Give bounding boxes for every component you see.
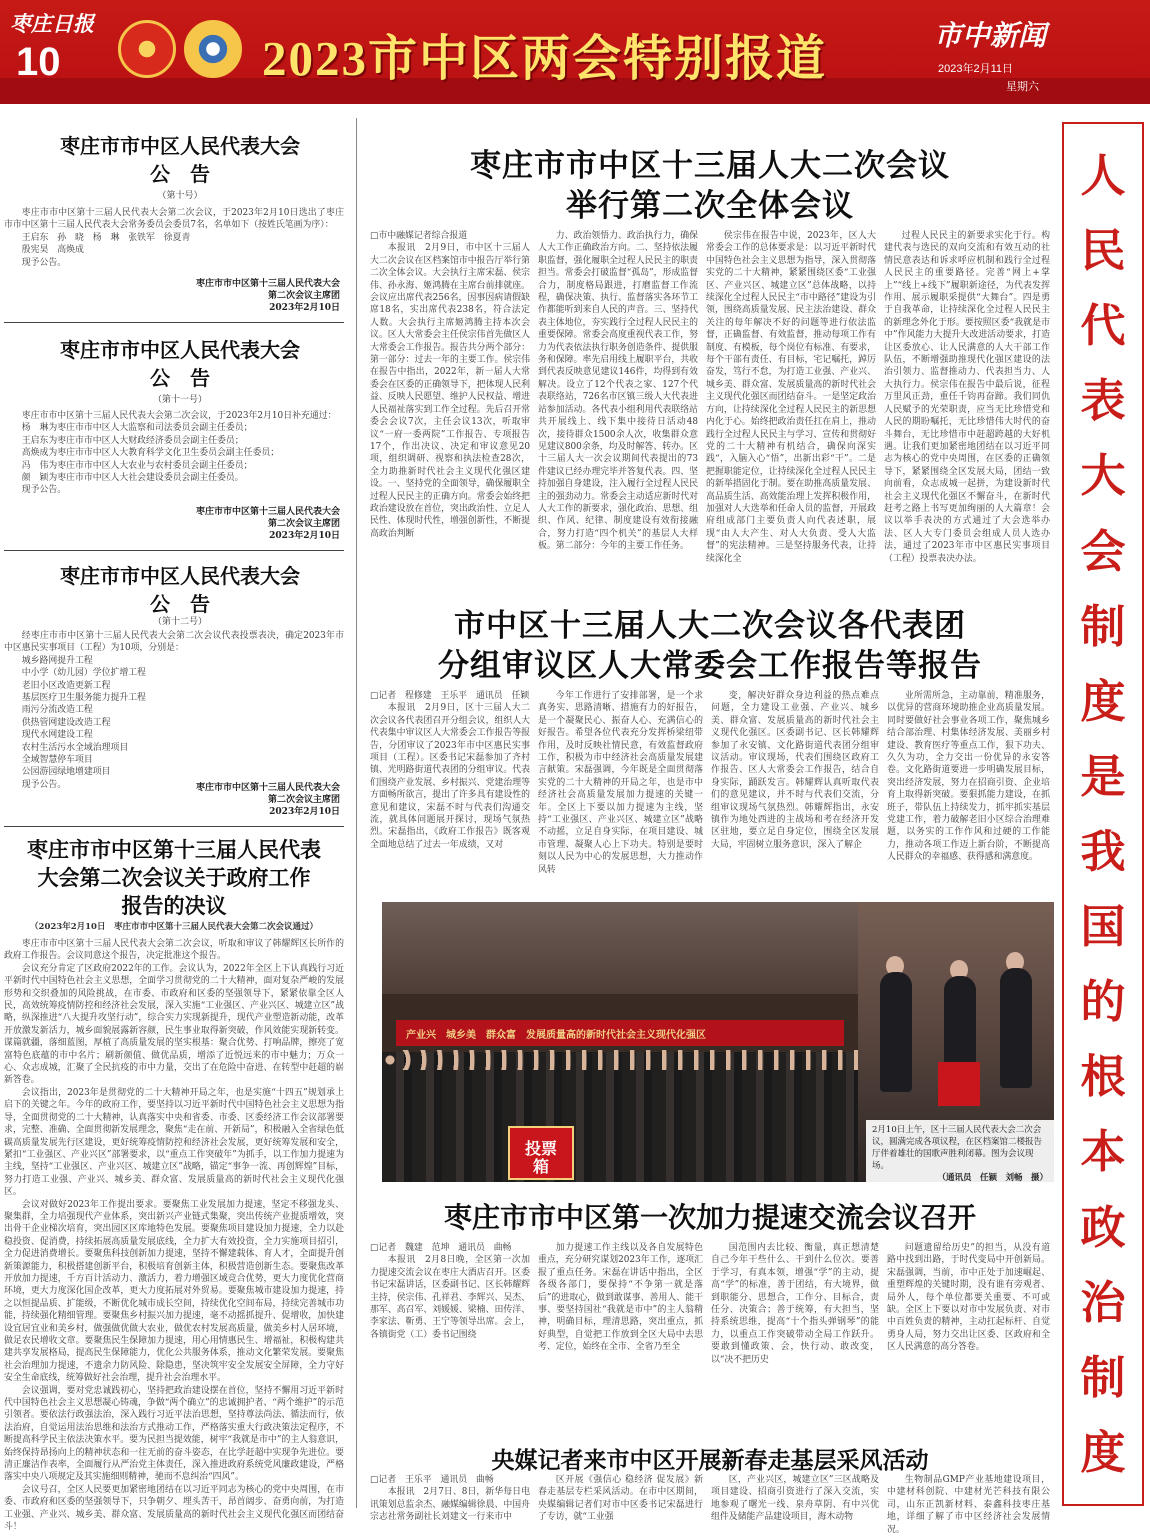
- article3-text-4: 问题遗留给历史”的担当，从没有道路中找到出路，于时代变局中开创新局。宋磊强调，当前，市中正处于加速崛起、重塑辉煌的关键时期，没有谁有旁观者、局外人，每个单位都要关重要、不可或缺。全区上下要以对市中发展负责、对市中百姓负责的精神，主动扛起标杆、自觉勇身人局，努力交出让区委、区政府和全区人民满意的高分答卷。: [887, 1243, 1050, 1353]
- notice12-item: 基层医疗卫生服务能力提升工程: [21, 693, 147, 704]
- column-divider: [356, 118, 357, 1508]
- article1-text-3: 侯宗伟在报告中说，2023年，区人大常委会工作的总体要求是：以习近平新时代中国特色社会主义思想为指导，深入贯彻落实党的二十大精神，紧紧围绕区委“工业强区、产业兴区、城建立区”总体战略，以持续深化全过程人民民主“市中路径”建设为引领，围绕高质量发展、民主法治建设、群众关注的每年解决不好的问题等进行依法监督，正确监督、有效监督，推动每项工作有制度、有模板，每个岗位有标准、有要求，每个干部有责任、有目标，宅记嘱托，踔厉奋发，笃行不怠，为打造工业强、产业兴、城乡美、群众富、发展质量高的新时代社会主义现代化强区而团结奋斗。一是坚定政治方向，让持续深化全过程人民民主的新思想内化于心。始终把政治责任扛在肩上，推动践行全过程人民民主与学习、宣传和贯彻好党的二十大精神有机结合，确保向深实践“，入脑入心“悟”，出新出彩“干”。二是把握职能定位，让持续深化全过程人民民主的新举措固化于制。要在助推高质量发展、高品质生活、高效能治理上发挥积极作用，加强对人大选举和任命人员的监督，开展政府组成部门主要负责人向代表述职，展现“由人大产生、对人大负责、受人大监督”的宪法精神。三是坚持服务代表，让持续深化全: [706, 231, 876, 564]
- notice10-number: （第十号）: [157, 191, 203, 201]
- paper-name: 枣庄日报: [10, 12, 94, 36]
- official-figure: [1000, 968, 1032, 1088]
- article2-col-1: [370, 690, 530, 894]
- notice11-line-2: 王启东为枣庄市市中区人大财政经济委员会副主任委员；: [21, 435, 244, 446]
- article1-title-2: 举行第二次全体会议: [566, 188, 854, 224]
- notice10-signature: [4, 278, 340, 314]
- article2-title-1: 市中区十三届人大二次会议各代表团: [454, 608, 966, 644]
- notice11-line-5: 颜 颖为枣庄市市中区人大社会建设委员会副主任委员。: [21, 473, 244, 484]
- article2-byline: □记者 程修建 王乐平 通讯员 任颖: [370, 691, 530, 701]
- slogan-char: 根: [1080, 1050, 1126, 1104]
- notice12-item: 农村生活污水全域治理项目: [21, 742, 129, 753]
- article1-title-1: 枣庄市市中区十三届人大二次会议: [470, 148, 950, 184]
- notice12-subtitle: 公 告: [150, 592, 210, 616]
- publication-date: 2023年2月11日: [938, 63, 1014, 75]
- slogan-char: 本: [1080, 1125, 1126, 1179]
- notice11-sign-3: 2023年2月10日: [269, 531, 340, 541]
- article4-col-2: [538, 1474, 703, 1523]
- notice12-number: （第十二号）: [152, 617, 207, 627]
- official-figure: [880, 972, 912, 1092]
- notice12-body: [4, 630, 344, 790]
- article4-title: 央媒记者来市中区开展新春走基层采风活动: [491, 1448, 929, 1474]
- article1-text-1: 本报讯 2月9日，市中区十三届人大二次会议在区档案馆市中报告厅举行第二次全体会议。大会执行主席宋磊、侯宗伟、孙永海、姬鸿腾在主席台前排就座。会议应出席代表256名，因事因病请假缺席18名，实出席代表238名，符合法定人数。大会执行主席姬鸿腾主持本次会议。区人大常委会主任侯宗伟首先做区人大常委会工作报告。报告共分两个部分：第一部分：过去一年的主要工作。侯宗伟在报告中指出，2022年，新一届人大常委会在区委的正确领导下，把体现人民利益、反映人民愿望、维护人民权益、增进人民福祉落实到工作全过程。先后召开常委会会议7次，主任会议13次，听取审议“一府一委两院”工作报告、专项报告17个，作出决议、决定和审议意见20项，组织调研、视察和执法检查28次，全力助推新时代社会主义现代化强区建设。一、坚持党的全面领导，确保履职全过程人民民主的正确方向。常委会始终把政治建设放在首位，突出政治性、立足人民性、体现时代性，增强创新性，不断提高政治判断: [370, 243, 530, 539]
- article1-col-3: [706, 230, 876, 575]
- slogan-char: 人: [1080, 149, 1126, 203]
- notice11-body: [4, 410, 344, 510]
- article2-text-4: 业所需所急，主动靠前，精准服务，以优异的营商环境助推企业高质量发展。同时要做好社会事业各项工作，聚焦城乡结合部治理、村集体经济发展、美丽乡村建设、教育医疗等重点工作，狠下功夫、久久为功，全力交出一份优异的永安答卷。文化路街道要进一步明确发展目标，突出经济发展，努力在招商引资、企业培育上取得新突破。要狠抓能力建设，在抓班子，带队伍上持续发力，抓牢抓实基层党建工作，着力破解老旧小区综合治理难题，以务实的工作作风和过硬的工作能力，推动各项工作迈上新台阶，不断提高人民群众的幸福感、获得感和满意度。: [887, 691, 1050, 863]
- slogan-char: 制: [1080, 599, 1126, 653]
- notice12-text: 经枣庄市市中区第十三届人民代表大会第二次会议代表投票表决，确定2023年市中区惠民实事项目（工程）为10项，分别是：: [4, 631, 344, 654]
- slogan-char: 是: [1080, 749, 1126, 803]
- notice12-item: 全域智慧停车项目: [21, 755, 93, 766]
- notice12-item: 老旧小区改造更新工程: [21, 680, 111, 691]
- notice12-item: 城乡路网提升工程: [21, 655, 93, 666]
- notice12-item: 供热管网建设改造工程: [21, 717, 111, 728]
- ballot-box-label: 投票箱: [524, 1139, 557, 1176]
- slogan-char: 度: [1080, 1425, 1126, 1479]
- notice11-subtitle: 公 告: [150, 366, 210, 390]
- article3-col-1: [370, 1242, 530, 1438]
- masthead: [0, 0, 1150, 104]
- article4-text-2: 区开展《强信心 稳经济 促发展》新春走基层专栏采风活动。在市中区期间，央媒编辑记者们对市中区委书记宋磊进行了专访，就“工业强: [538, 1475, 703, 1523]
- notice11-signature: [4, 506, 340, 542]
- notice11-line-4: 冯 伟为枣庄市市中区人大农业与农村委员会副主任委员；: [21, 460, 253, 471]
- photo-heads: [382, 1050, 858, 1070]
- notice11-line-1: 杨 琳为枣庄市市中区人大监察和司法委员会副主任委员；: [21, 423, 253, 434]
- slogan-char: 的: [1080, 975, 1126, 1029]
- page-number: 10: [16, 40, 61, 84]
- divider: [4, 826, 344, 827]
- slogan-char: 制: [1080, 1350, 1126, 1404]
- divider: [4, 322, 344, 323]
- slogan-char: 会: [1080, 524, 1126, 578]
- photo-ceiling: [382, 902, 858, 994]
- notice12-item: 现代水网建设工程: [21, 730, 93, 741]
- article3-col-3: [711, 1242, 879, 1438]
- slogan-char: 国: [1080, 900, 1126, 954]
- national-emblem-icon: [118, 20, 176, 78]
- article3-title: 枣庄市市中区第一次加力提速交流会议召开: [443, 1201, 976, 1234]
- notice11-text: 枣庄市市中区第十三届人民代表大会第二次会议，于2023年2月10日补充通过：: [21, 411, 337, 421]
- photo-caption-text: 2月10日上午，区十三届人民代表大会二次会议，圆满完成各项议程，在区档案馆二楼报告厅伴着雄壮的国歌声胜利闭幕。图为会议现场。: [872, 1125, 1043, 1171]
- article1-col-2: [538, 230, 698, 575]
- resolution-title-3: 报告的决议: [121, 894, 227, 918]
- notice12-item: 中小学（幼儿园）学位扩增工程: [21, 668, 147, 679]
- publication-weekday: 星期六: [1006, 81, 1039, 93]
- notice10-sign-1: 枣庄市市中区第十三届人民代表大会: [195, 279, 340, 289]
- article4-text-1: 本报讯 2月7日、8日，新华每日电讯策划总监余杰、融媒编辑徐晨、中国舟宗志社常务副社长刘建文一行来市中: [370, 1487, 530, 1523]
- article2-title-2: 分组审议区人大常委会工作报告等报告: [438, 648, 982, 684]
- article2-text-3: 变，解决好群众身边利益的热点难点问题，全力建设工业强、产业兴、城乡美、群众富、发展质量高的新时代社会主义现代化强区。区委副书记、区长韩耀辉参加了永安镇、文化路街道代表团分组审议活动。审议现场，代表们围绕区政府工作报告、区人大常委会工作报告，结合自身实际，踊跃发言。韩耀辉认真听取代表们的意见建议，并不时与代表们交流，分组审议现场气氛热烈。韩耀辉指出，永安镇作为地处西进的主战场和考在经济开发区驻地，要立足自身定位，围绕全区发展大局，牢固树立服务意识，深入了解企: [711, 691, 879, 850]
- article1-byline: □市中融媒记者综合报道: [370, 231, 468, 241]
- photo-crowd: [382, 1052, 858, 1182]
- slogan-char: 代: [1080, 299, 1126, 353]
- article1-text-2: 力、政治领悟力、政治执行力，确保人大工作正确政治方向。二、坚持依法履职监督，强化履职全过程人民民主的职责担当。常委会打破监督“孤岛”，形成监督合力，制度格局跟进，打磨监督工作流程，确保决策、执行、监督落实各环节工作都能听到来自人民的声音。三、坚持代表主体地位，夯实践行全过程人民民主的重要保障。常委会高度重视代表工作，努力为代表依法执行职务创造条件、提供服务和保障。率先启用线上履职平台，共收到代表反映意见建议146件，均得到有效解决。设立了12个代表之家、127个代表联络站，726名市区镇三级人大代表进站参加活动。各代表小组利用代表联络站共开展线上、线下集中接待日活动48次，接待群众1500余人次，收集群众意见建议800余条，均及时解答、转办。区十三届人大一次会议期间代表提出的73件建议已经办理完毕并答复代表。四、坚持加强自身建设，注入履行全过程人民民主的强劲动力。常委会主动适应新时代对人大工作的新要求，强化政治、思想、组织、作风、纪律、制度建设有效衔接融合，努力打造“四个机关”的基层人大样板。第二部分：今年的主要工作任务。: [538, 231, 698, 552]
- slogan-char: 政: [1080, 1200, 1126, 1254]
- article3-byline: □记者 魏建 范坤 通讯员 曲畅: [370, 1243, 512, 1253]
- article3-text-1: 本报讯 2月8日晚，全区第一次加力提速交流会议在枣庄大酒店召开。区委书记宋磊讲话，区委副书记、区长韩耀辉主持，侯宗伟、孔祥君、李辉兴、吴杰、那军、高召军、刘媛媛、梁楠、田传洋、李家法、靳勇、王宁等领导出席。会上，各镇街党（工）委书记围绕: [370, 1255, 530, 1340]
- notice12-item: 公园游园绿地增建项目: [21, 767, 111, 778]
- notice10-text: 枣庄市市中区第十三届人民代表大会第二次会议，于2023年2月10日选出了枣庄市市中区第十三届人民代表大会常务委员会委员7名，名单如下（按姓氏笔画为序）：: [4, 208, 344, 231]
- article4-col-1: [370, 1474, 530, 1523]
- photo-caption: [866, 1120, 1054, 1188]
- slogan-sidebar: [1062, 122, 1144, 1506]
- notice11-end: 现予公告。: [21, 485, 67, 496]
- slogan-char: 度: [1080, 674, 1126, 728]
- notice10-sign-3: 2023年2月10日: [269, 303, 340, 313]
- slogan-char: 表: [1080, 374, 1126, 428]
- notice12-end: 现予公告。: [21, 779, 67, 790]
- slogan-char: 民: [1080, 224, 1126, 278]
- article2-col-4: [887, 690, 1050, 894]
- cppcc-emblem-icon: [184, 20, 242, 78]
- notice12-item: 雨污分流改造工程: [21, 705, 93, 716]
- ballot-box: [938, 1062, 980, 1106]
- article4-col-4: [887, 1474, 1050, 1535]
- article3-text-2: 加力提速工作主线以及各自发展特色重点，充分研究谋划2023年工作，逐项汇报了重点任务。宋磊在讲话中指出，全区各级各部门，要保持“不争第一就是落后”的进取心，做到敢谋事、善用人、能干事、要坚持国社“我就是市中”的主人翁精神，明确目标，理清思路，突出重点，抓好典型，自觉把工作放到全区大局中去思考、定位，始终在全市、全省乃至全: [538, 1243, 703, 1353]
- photo-credit: （通讯员 任颖 刘畅 摄）: [937, 1173, 1048, 1183]
- slogan-char: 治: [1080, 1275, 1126, 1329]
- resolution-para-6: 会议号召，全区人民要更加紧密地团结在以习近平同志为核心的党中央周围，在市委、市政府和区委的坚强领导下，只争朝夕、埋头苦干，昂首阔步、奋勇向前，为打造工业强、产业兴、城乡美、群众富、发展质量高的新时代社会主义现代化强区而团结奋斗！: [4, 1484, 344, 1533]
- resolution-title-2: 大会第二次会议关于政府工作: [37, 866, 311, 890]
- notice11-number: （第十一号）: [152, 395, 207, 405]
- article2-text-1: 本报讯 2月9日，区十三届人大二次会议各代表团召开分组会议，组织人大代表集中审议区人大常委会工作报告等报告，分团审议了2023年市中区惠民实事项目（工程）。区委书记宋磊参加了齐村镇、光明路街道代表团的分组审议。代表们围绕产业发展、乡村振兴、党建治理等方面畅所欲言，提出了许多具有建设性的意见和建议，宋磊不时与代表们沟通交流，就具体问题展开探讨，现场气氛热烈。宋磊指出，《政府工作报告》既客观全面地总结了过去一年成绩，又对: [370, 703, 530, 850]
- notice10-names-2: 殷宪昊 高焕成: [21, 245, 84, 256]
- notice10-subtitle: 公 告: [150, 162, 210, 186]
- notice10-title: 枣庄市市中区人民代表大会: [60, 134, 300, 158]
- notice12-sign-3: 2023年2月10日: [269, 807, 340, 817]
- article3-text-3: 国范围内去比较、衡量，真正想清楚自己今年干些什么、干到什么位次。要善于学习，有真本领，增强“学”的主动，提高“学”的标准，善于团结，有大境界，做到职能分、思想合，工作分、目标合，责任分、决策合；善于统筹，有大担当，坚持系统思维，提高“十个指头弹钢琴”的能力，以重点工作突破带动全局工作跃升。要敢到懂政策、会，快行动、敢改变，以“决不把历史: [711, 1243, 879, 1365]
- article3-col-4: [887, 1242, 1050, 1438]
- divider: [4, 550, 344, 551]
- notice12-title: 枣庄市市中区人民代表大会: [60, 564, 300, 588]
- photo-stage-text: 产业兴 城乡美 群众富 发展质量高的新时代社会主义现代化强区: [406, 1030, 706, 1041]
- article4-text-4: 生物制品GMP产业基地建设项目，中建材科创院、中建材光芒科技有限公司，山东正凯新材料、泰鑫科技枣庄基地，详细了解了市中区经济社会发展情况。: [887, 1475, 1050, 1535]
- notice12-sign-1: 枣庄市市中区第十三届人民代表大会: [195, 783, 340, 793]
- meeting-photo: [382, 902, 858, 1182]
- article2-text-2: 今年工作进行了安排部署，是一个求真务实、思路清晰、措施有力的好报告，是一个凝聚民心、振奋人心、充满信心的好报告。希望各位代表充分发挥桥梁纽带作用，及时反映社情民意，有效监督政府工作，积极为市中经济社会高质量发展建言献策。宋磊强调，今年既是全面贯彻落实党的二十大精神的开局之年，也是市中经济社会高质量发展加力提速的关键一年。全区上下要以加力提速为主线，坚持“工业强区、产业兴区、城建立区”战略不动摇，立足自身实际，在项目建设、城市管理、凝聚人心上下功夫。特别是要时刻以人民为中心的发展思想，大力推动作风转: [538, 691, 703, 875]
- article4-text-3: 区，产业兴区，城建立区”三区战略及项目建设、招商引资进行了深入交流，实地参观了曙光一线、泉舟草阴、有中兴优组件及储能产品建设项目，海木动物: [711, 1475, 879, 1523]
- article1-text-4: 过程人民民主的新要求实化于行。构建代表与选民的双向交流和有效互动的社情民意表达和诉求呼应机制和践行全过程人民民主的重要路径。完善“网上+掌上”“线上+线下”履职新途径，为代表发挥作用、展示履职采提供“大舞台”。四是勇于自我革命，让持续深化全过程人民民主的新理念外化于形。要按照区委“我就是市中”作风能力大提升大改进活动要求，打造让区委放心、让人民满意的人大干部工作队伍，不断增强助推现代化强区建设的法治引领力、监督推动力、代表担当力、人大执行力。侯宗伟在报告中最后说，征程万里风正劲，重任千钧再奋蹄。我们同仇人民赋予的光荣职责，应当无比珍惜党和人民的期盼嘱托，无比珍惜伟大时代的奋斗舞台，无比珍惜市中赶超跨越的大好机遇。让我们更加紧密地团结在以习近平同志为核心的党中央周围，在区委的正确领导下，紧紧围绕全区发展大局，团结一致向前看，众志成城一起拼，为建设新时代社会主义现代化强区不懈奋斗，在新时代赶考之路上书写更加绚丽的人大篇章！会议以举手表决的方式通过了大会选举办法、区人大专门委员会组成人员人选办法，通过了2023年市中区惠民实事项目（工程）投票表决办法。: [884, 231, 1050, 564]
- article4-byline: □记者 王乐平 通讯员 曲畅: [370, 1475, 494, 1485]
- article4-col-3: [711, 1474, 879, 1523]
- article1-col-1: [370, 230, 530, 575]
- notice10-body: [4, 207, 344, 279]
- notice12-sign-2: 第二次会议主席团: [267, 795, 340, 805]
- notice10-sign-2: 第二次会议主席团: [267, 291, 340, 301]
- article3-col-2: [538, 1242, 703, 1438]
- resolution-para-5: 会议强调，要对党忠诚践初心，坚持把政治建设摆在首位，坚持不懈用习近平新时代中国特色社会主义思想凝心铸魂，争做“两个确立”的忠诚拥护者、“两个维护”的示范引领者。要依法行政强法治，深入践行习近平法治思想，坚持尊法尚法、循法而行，依法治府，自觉运用法治思维和法治方式推动工作，严格落实重大行政决策法定程序，不断提高科学民主依法决策水平。要为民担当提效能，树牢“我就是市中”的主人翁意识，始终保持昂扬向上的精神状态和一往无前的奋斗姿态，在比学赶超中实现争先进位。要清正廉洁作表率，全面履行从严治党主体责任，深入推进政府系统党风廉政建设，严格落实中央八项规定及其实施细则精神，驰而不息纠治“四风”。: [4, 1385, 344, 1483]
- resolution-para-4: 会议对做好2023年工作提出要求。要聚焦工业发展加力提速，坚定不移强龙头、聚集群，全力培强现代产业体系，突出新兴产业链式集聚，突出传统产业提质增效，突出骨干企业梯次培育，突出园区区库地特色发展。要聚焦项目建设加力提速，全力以赴稳投资、促消费，持续拓展高质量发展底线，全力扩大有效投资，全力实施项目招引，全力促进消费增长。要聚焦科技创新加力提速，坚持不懈建载体、育人才，全面提升创新策源能力，积极搭建创新平台，积极培育创新主体，积极营造创新生态。要聚焦改革开放加力提速，千方百计活动力、激活力，着力增强区域竞合优势，更大力度优化营商环境，更大力度深化国企改革，更大力度拓展对外贸易。要聚焦城市建设加力提速，持之以恒提品质、扩能级，不断优化城市成长空间，持续优化空间布局，持续完善城市功能，持续强化精细管理。要聚焦乡村振兴加力提速，毫不动摇抓提升、促增收，加快建设宜居宜业和美乡村，做强做优做大农业，做优农村发展高质量，做美乡村人居环境，做足农民增收文章。要聚焦民生保障加力提速，用心用情惠民生、增福祉，积极构建共建共享发展格局，提高民生保障能力，优化公共服务体系，推动文化繁荣发展。要聚焦社会治理加力提速，不遗余力防风险、除隐患，坚决筑牢安全发展安全屏障，全力守好安全生命底线，统筹做好社会治理，提升社会治理水平。: [4, 1199, 344, 1384]
- notice11-sign-1: 枣庄市市中区第十三届人民代表大会: [195, 507, 340, 517]
- resolution-para-1: 枣庄市市中区第十三届人民代表大会第二次会议，听取和审议了韩耀辉区长所作的政府工作报告。会议同意这个报告，决定批准这个报告。: [4, 939, 344, 962]
- slogan-char: 我: [1080, 825, 1126, 879]
- article2-col-3: [711, 690, 879, 894]
- notice11-sign-2: 第二次会议主席团: [267, 519, 340, 529]
- slogan-char: 大: [1080, 449, 1126, 503]
- notice11-line-3: 高焕成为枣庄市市中区人大教育科学文化卫生委员会副主任委员；: [21, 448, 280, 459]
- notice10-end: 现予公告。: [21, 257, 67, 268]
- resolution-title-1: 枣庄市市中区第十三届人民代表: [27, 838, 321, 862]
- notice11-title: 枣庄市市中区人民代表大会: [60, 338, 300, 362]
- article2-col-2: [538, 690, 703, 894]
- notice10-names-1: 王启东 孙 晓 杨 琳 张铁军 徐夏青: [21, 232, 191, 243]
- resolution-subtitle: （2023年2月10日 枣庄市市中区第十三届人民代表大会第二次会议通过）: [30, 922, 318, 932]
- resolution-body: [4, 938, 344, 1533]
- resolution-para-2: 会议充分肯定了区政府2022年的工作。会议认为，2022年全区上下认真践行习近平新时代中国特色社会主义思想，全面学习贯彻党的二十大精神，面对复杂严峻的发展形势和交织叠加的风险挑战，在市委、市政府和区委的坚强领导下，紧紧依靠全区人民，高效统筹疫情防控和经济社会发展，深入实施“工业强区、产业兴区、城建立区”战略，纵深推进“八大提升攻坚行动”，综合实力实现新提升，现代产业塑造新动能，改革开放激发新活力，城乡面貌展露新容颜，民生事业取得新突破，作风效能实现新转变。谋篇就疆，落细蓝图，厚植了高质量发展的坚实根基：聚合优势、打响品牌，擦亮了宽富特色底蕴的市中名片；刷新颜值、做优品质，增添了近悦远来的市中魅力；万众一心、众志成城，汇聚了全民抗疫的市中力量，交出了在危险中奋进、在转型中赶超的崭新答卷。: [4, 963, 344, 1086]
- banner-title: 2023市中区两会特别报道: [262, 31, 828, 86]
- resolution-para-3: 会议指出，2023年是贯彻党的二十大精神开局之年，也是实施“十四五”规划承上启下的关键之年。今年的政府工作，要坚持以习近平新时代中国特色社会主义思想为指导，全面贯彻党的二十大精神，认真落实中央和省委、市委、区委经济工作会议部署要求，完整、准确、全面贯彻新发展理念，聚焦“走在前、开新局”，积极融入全省绿色低碳高质量发展先行区建设，更好统筹疫情防控和经济社会发展，更好统筹发展和安全，紧扣“工业强区、产业兴区”部署要求，以“重点工作突破年”为抓手，以工作加力提速为主线，坚持“工业强区、产业兴区、城建立区”战略，锚定“事争一流、再创辉煌”目标，努力打造工业强、产业兴、城乡美、群众富、发展质量高的新时代社会主义现代化强区。: [4, 1087, 344, 1198]
- notice12-signature: [4, 782, 340, 818]
- article1-col-4: [884, 230, 1050, 575]
- section-name: 市中新闻: [934, 21, 1047, 52]
